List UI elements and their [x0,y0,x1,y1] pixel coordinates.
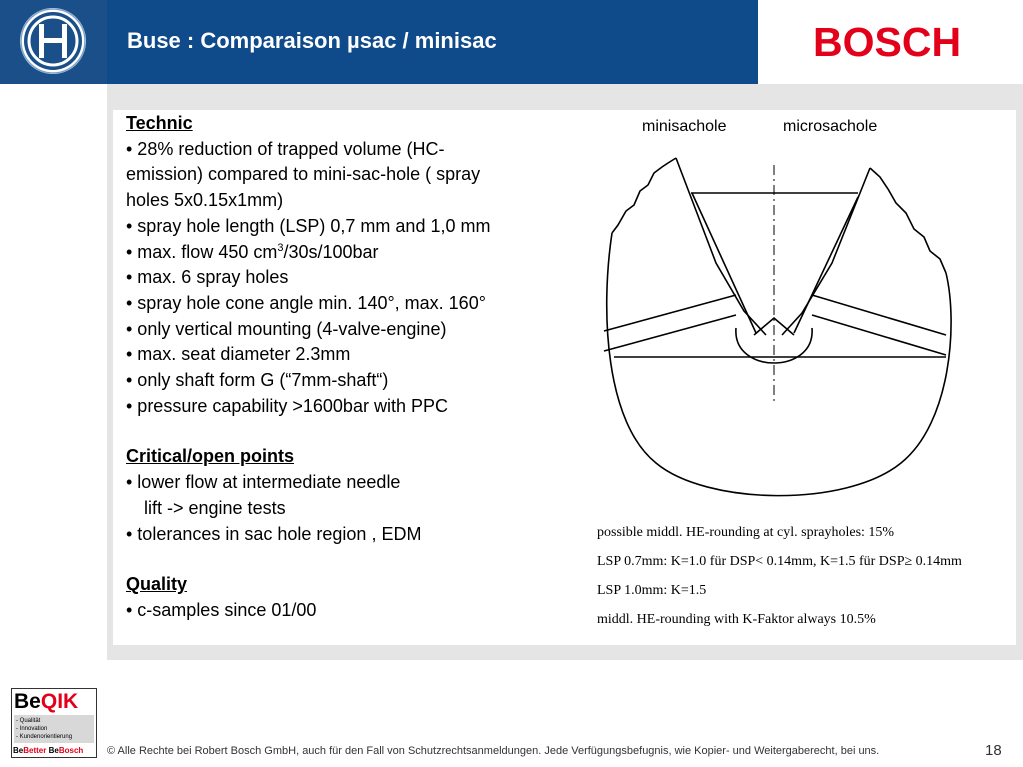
microsachole-label: microsachole [783,118,878,135]
note-line: LSP 0.7mm: K=1.0 für DSP< 0.14mm, K=1.5 für DSP≥ 0.14mm [597,554,962,569]
beqik-title: BeQIK [14,690,79,713]
technic-line: • spray hole length (LSP) 0,7 mm and 1,0 mm [126,215,491,236]
bosch-armature-icon [0,0,107,84]
technic-line: • max. seat diameter 2.3mm [126,344,351,365]
technic-line: • only shaft form G (“7mm-shaft“) [126,370,389,391]
flow-text: • max. flow 450 cm [126,241,278,262]
beqik-slogan: BeBetter BeBosch [13,746,84,755]
flow-suffix: /30s/100bar [283,241,379,262]
beqik-badge [11,688,97,758]
critical-line: • lower flow at intermediate needle [126,472,401,493]
quality-line: • c-samples since 01/00 [126,599,317,620]
page-title: Buse : Comparaison µsac / minisac [127,28,497,53]
technic-line: • only vertical mounting (4-valve-engine) [126,318,447,339]
technic-line: holes 5x0.15x1mm) [126,190,284,211]
critical-line: • tolerances in sac hole region , EDM [126,523,422,544]
spec-text [126,111,566,624]
critical-heading: Critical/open points [126,446,295,467]
technic-line: • max. 6 spray holes [126,267,289,288]
technic-line-flow [126,240,566,266]
bosch-wordmark: BOSCH [813,19,962,65]
nozzle-cross-section-diagram [596,113,976,518]
quality-heading: Quality [126,574,188,595]
technic-line: • 28% reduction of trapped volume (HC- [126,138,445,159]
note-line: LSP 1.0mm: K=1.5 [597,583,707,598]
beqik-values: - Qualität - Innovation - Kundenorientierung [14,715,94,743]
diagram-notes [597,518,1012,634]
copyright-notice: © Alle Rechte bei Robert Bosch GmbH, auch für den Fall von Schutzrechtsanmeldungen. Jede Verfügungsbefugnis, wie Kopier- und Weitergaberecht, bei uns. [107,745,880,757]
technic-line: emission) compared to mini-sac-hole ( spray [126,164,481,185]
note-line: possible middl. HE-rounding at cyl. sprayholes: 15% [597,525,895,540]
note-line: middl. HE-rounding with K-Faktor always 10.5% [597,612,876,627]
technic-line: • spray hole cone angle min. 140°, max. 160° [126,292,486,313]
technic-heading: Technic [126,113,193,133]
minisachole-label: minisachole [642,118,727,135]
bosch-logo-box [0,0,107,84]
page-number: 18 [985,742,1002,759]
flow-superscript: 3 [277,241,284,254]
title-bar [107,0,758,84]
critical-line: lift -> engine tests [144,497,286,518]
technic-line: • pressure capability >1600bar with PPC [126,395,448,416]
